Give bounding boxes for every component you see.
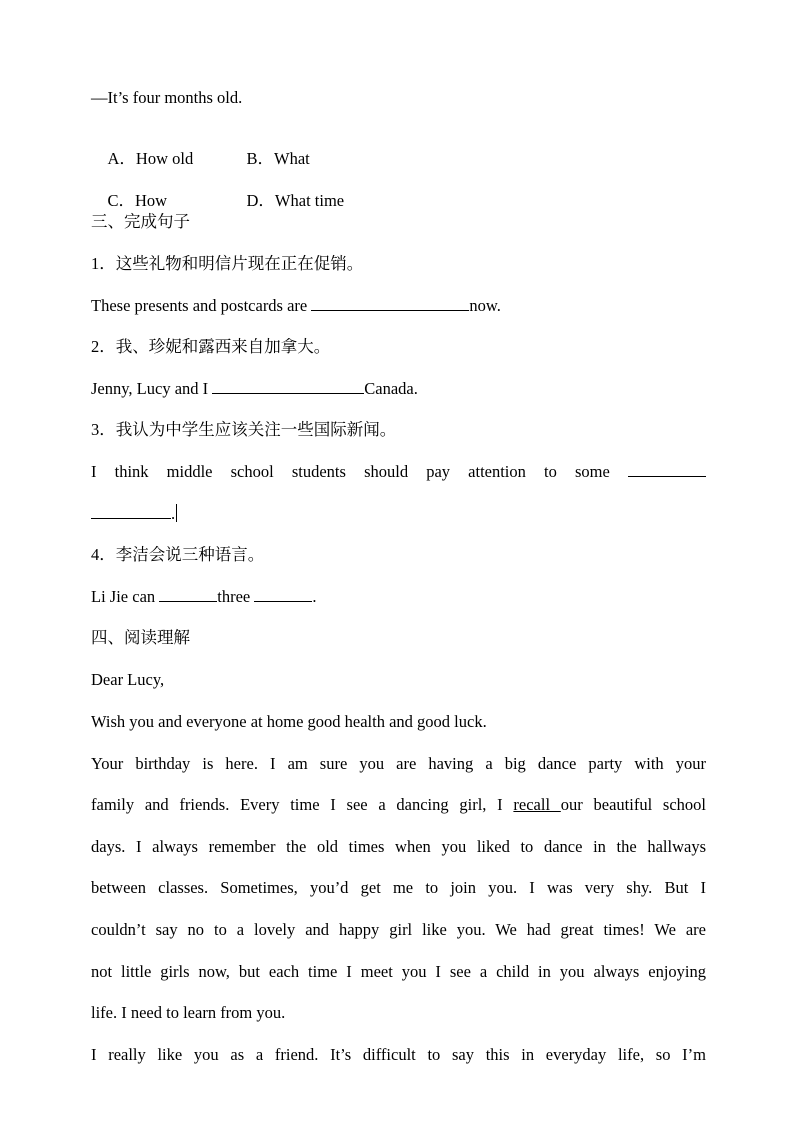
word: school xyxy=(230,462,274,481)
option-a: A．How old xyxy=(107,149,194,168)
option-b: B．What xyxy=(246,149,310,168)
letter-text: family and friends. Every time I see a dancing girl, I xyxy=(91,795,514,814)
answer-line: —It’s four months old. xyxy=(91,88,243,107)
letter-text: our beautiful school xyxy=(560,795,707,814)
letter-line: Your birthday is here. I am sure you are having a big dance party with your xyxy=(91,754,706,773)
letter-line: I really like you as a friend. It’s difficult to say this in everyday life, so I’m xyxy=(91,1045,706,1064)
item-3-text-end: . xyxy=(171,504,176,523)
item-3-en-cont xyxy=(91,504,177,524)
item-4-text-mid: three xyxy=(217,587,255,606)
word: attention xyxy=(468,462,526,481)
option-c: C．How xyxy=(107,191,168,210)
item-2-en xyxy=(91,379,418,399)
item-1-text-end: now. xyxy=(469,296,501,315)
answer-blank[interactable] xyxy=(254,587,312,602)
answer-blank[interactable] xyxy=(311,296,469,311)
word: to xyxy=(544,462,557,481)
word: middle xyxy=(166,462,213,481)
item-3-cn: 3．我认为中学生应该关注一些国际新闻。 xyxy=(91,420,397,439)
word: some xyxy=(574,462,610,481)
letter-line: between classes. Sometimes, you’d get me to join you. I was very shy. But I xyxy=(91,878,706,897)
text-cursor xyxy=(176,504,177,522)
letter-line: days. I always remember the old times when you liked to dance in the hallways xyxy=(91,837,706,856)
item-2-cn: 2．我、珍妮和露西来自加拿大。 xyxy=(91,337,331,356)
word: should xyxy=(364,462,409,481)
answer-blank[interactable] xyxy=(628,462,706,477)
item-2-text-end: Canada. xyxy=(364,379,418,398)
word: students xyxy=(291,462,346,481)
item-1-text: These presents and postcards are xyxy=(91,296,312,315)
letter-paragraph-1: Wish you and everyone at home good health and good luck. xyxy=(91,712,487,731)
word: I xyxy=(91,462,97,481)
item-2-text: Jenny, Lucy and I xyxy=(91,379,213,398)
answer-blank[interactable] xyxy=(159,587,217,602)
item-4-cn: 4．李洁会说三种语言。 xyxy=(91,545,265,564)
item-4-en xyxy=(91,587,317,607)
item-4-text-end: . xyxy=(312,587,317,606)
letter-line: couldn’t say no to a lovely and happy girl like you. We had great times! We are xyxy=(91,920,706,939)
underlined-word: recall xyxy=(513,795,561,814)
answer-blank[interactable] xyxy=(91,504,171,519)
section-heading-4: 四、阅读理解 xyxy=(91,628,190,647)
letter-line: not little girls now, but each time I meet you I see a child in you always enjoying xyxy=(91,962,706,981)
word: pay xyxy=(426,462,451,481)
option-d: D．What time xyxy=(246,191,345,210)
item-1-en xyxy=(91,296,501,316)
section-heading-3: 三、完成句子 xyxy=(91,212,190,231)
item-4-text: Li Jie can xyxy=(91,587,160,606)
item-1-cn: 1．这些礼物和明信片现在正在促销。 xyxy=(91,254,364,273)
word: think xyxy=(114,462,149,481)
letter-line: life. I need to learn from you. xyxy=(91,1003,286,1022)
item-3-en xyxy=(91,462,706,482)
answer-blank[interactable] xyxy=(212,379,364,394)
letter-salutation: Dear Lucy, xyxy=(91,670,165,689)
letter-line xyxy=(91,795,706,815)
